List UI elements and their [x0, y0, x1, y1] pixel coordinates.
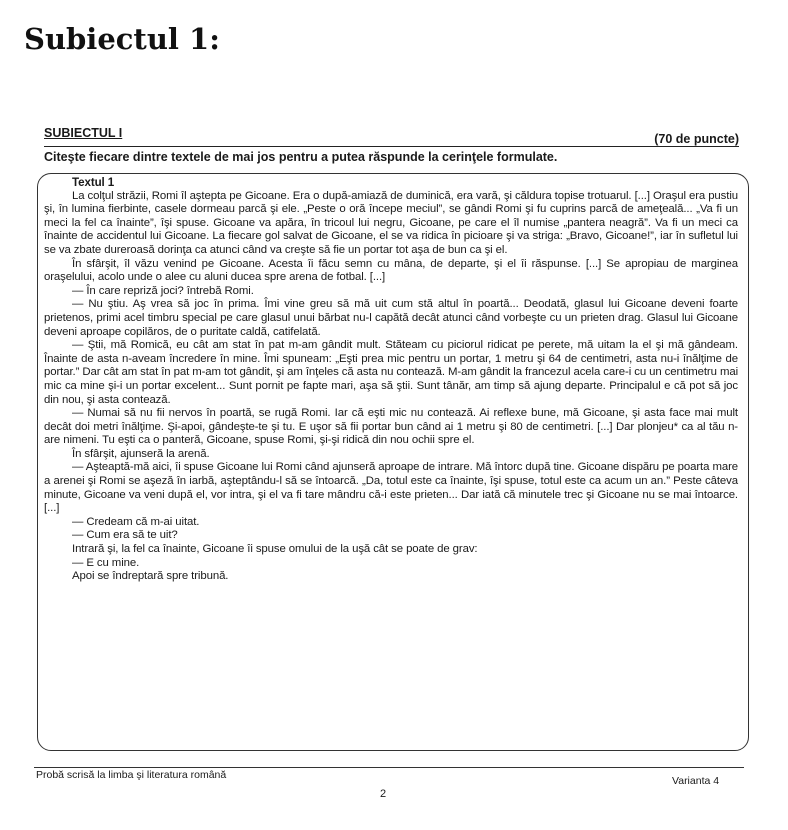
subject-instruction: Citeşte fiecare dintre textele de mai jos pentru a putea răspunde la cerinţele formulate.	[44, 150, 558, 164]
text-paragraph: La colţul străzii, Romi îl aştepta pe Gicoane. Era o după-amiază de duminică, era vară, şi căldura topise trotuarul. [...] Oraşul era pustiu şi, în lumina fierbinte, casele dormeau parcă şi ele. „Peste o oră începe meciul”, se gândi Romi şi fu cuprins parcă de ameţeală... „Va fi un meci la fel ca înainte”, îşi spuse. Gicoane va apăra, în tricoul lui negru, Gicoane, pe care el îl numise „pantera neagră”. Va fi un meci ca înainte de accidentul lui Gicoane. La fiecare gol salvat de Gicoane, el se va ridica în picioare şi va striga: „Bravo, Gicoane!”, iar în sufletul lui se va zbate dureroasă dorinţa ca atunci când va creşte să fie un portar tot aşa de bun ca şi el.	[44, 189, 738, 256]
dialogue-line: — Nu ştiu. Aş vrea să joc în prima. Îmi vine greu să mă uit cum stă altul în poartă... Deodată, glasul lui Gicoane deveni foarte prietenos, primi acel timbru special pe care glasul unui bărbat nu-l capătă decât atunci când vorbeşte cu un prieten drag. Glasul lui Gicoane deveni aproape copilăros, de o puritate caldă, catifelată.	[44, 298, 738, 338]
text-heading: Textul 1	[72, 176, 115, 189]
subject-label: SUBIECTUL I	[44, 126, 123, 140]
dialogue-line: — Ştii, mă Romică, eu cât am stat în pat m-am gândit mult. Stăteam cu piciorul ridicat pe perete, mă uitam la el şi mă gândeam. Înainte de asta n-aveam încredere în mine. Îmi spuneam: „Eşti prea mic pentru un portar, 1 metru şi 64 de centimetri, asta nu-i înălţime de portar.” Dar cât am stat în pat m-am tot gândit, şi am înţeles că asta nu contează. M-am gândit la francezul acela care-i cu un centimetru mai mic ca mine şi-i un portar excelent... Sunt pornit pe fapte mari, aşa să ştii. Sunt tânăr, am timp să ajung departe. Principalul e că pot să joc din nou, şi asta contează.	[44, 339, 738, 406]
footer-exam-title: Probă scrisă la limba şi literatura română	[36, 769, 227, 781]
page-title: Subiectul 1:	[24, 22, 220, 56]
text-paragraph: Intrară şi, la fel ca înainte, Gicoane îi spuse omului de la uşă cât se poate de grav:	[72, 543, 478, 556]
text-paragraph: În sfârşit, ajunseră la arenă.	[72, 447, 210, 460]
text-paragraph: Apoi se îndreptară spre tribună.	[72, 570, 229, 583]
dialogue-line: — Credeam că m-ai uitat.	[72, 515, 200, 528]
dialogue-line: — În care repriză joci? întrebă Romi.	[72, 284, 254, 297]
dialogue-line: — Cum era să te uit?	[72, 529, 178, 542]
dialogue-line: — E cu mine.	[72, 556, 140, 569]
text-paragraph: În sfârşit, îl văzu venind pe Gicoane. Acesta îi făcu semn cu mâna, de departe, şi el îi răspunse. [...] Se apropiau de marginea oraşelului, acolo unde o alee cu aluni ducea spre arena de fotbal. [...]	[44, 257, 738, 284]
footer-variant: Varianta 4	[672, 775, 720, 787]
dialogue-line: — Numai să nu fii nervos în poartă, se rugă Romi. Iar că eşti mic nu contează. Ai reflexe bune, mă Gicoane, şi asta face mai mult decât doi metri înălţime. Şi-apoi, gândeşte-te şi tu. E uşor să fii portar bun când ai 1 metru şi 80 de centimetri. [...] Dar plonjeu* ca al tău n-are nimeni. Tu eşti ca o panteră, Gicoane, spuse Romi, şi-şi ridică din nou ochii spre el.	[44, 407, 738, 447]
dialogue-line: — Aşteaptă-mă aici, îi spuse Gicoane lui Romi când ajunseră aproape de intrare. Mă întorc după tine. Gicoane dispăru pe poarta mare a arenei şi Romi se aşeză în iarbă, aşteptându-l să se întoarcă. „Da, totul este ca înainte, îşi spuse, totul este ca acum un an.” Peste câteva minute, Gicoane va veni după el, vor intra, şi el va fi tare mândru că-i este prieten... Dar iată că minutele trec şi Gicoane nu se mai întoarce. [...]	[44, 461, 738, 515]
subject-header	[44, 124, 739, 147]
subject-points: (70 de puncte)	[654, 132, 739, 146]
footer-divider	[34, 767, 744, 768]
text-content	[44, 176, 738, 584]
scanned-exam-page	[0, 110, 788, 830]
page-number: 2	[380, 788, 387, 800]
